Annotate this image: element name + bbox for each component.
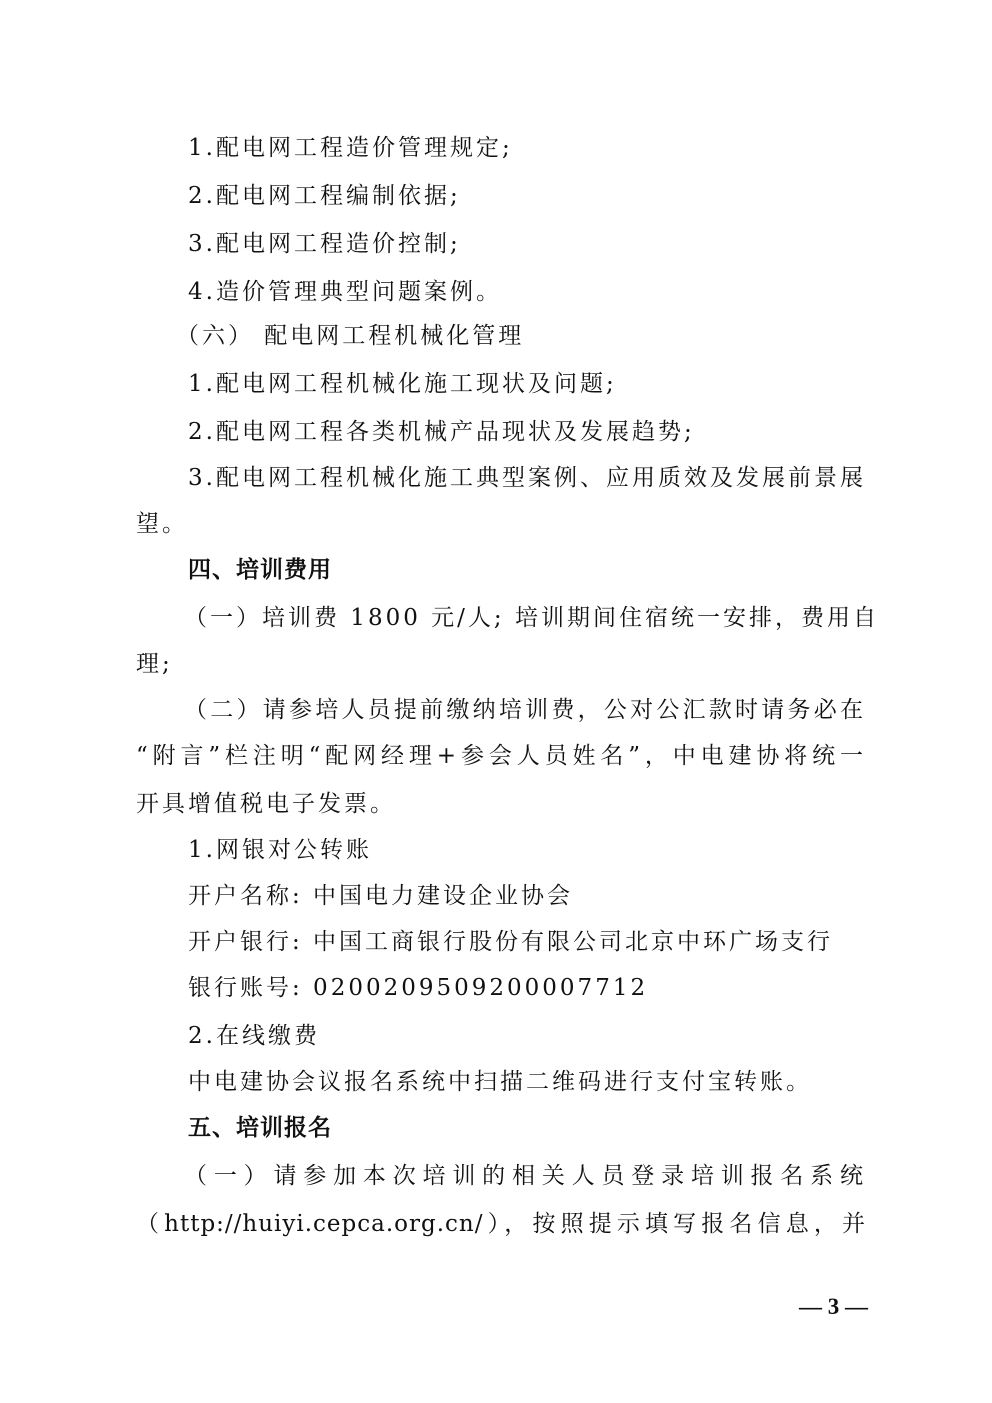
paragraph-line: 开具增值税电子发票。: [136, 791, 396, 817]
list-item: 1.网银对公转账: [188, 837, 372, 863]
page-number: — 3 —: [799, 1294, 868, 1319]
section-heading: 四、培训费用: [188, 557, 332, 583]
paragraph-line: （一）请参加本次培训的相关人员登录培训报名系统: [184, 1163, 866, 1189]
paragraph-line: （http://huiyi.cepca.org.cn/），按照提示填写报名信息，并: [136, 1211, 866, 1237]
list-item: 2.配电网工程编制依据;: [188, 183, 461, 209]
list-item: 4.造价管理典型问题案例。: [188, 279, 502, 305]
subsection-heading: （六） 配电网工程机械化管理: [176, 323, 525, 349]
paragraph-line: （一）培训费 1800 元/人; 培训期间住宿统一安排，费用自: [184, 605, 879, 631]
paragraph-line: 中电建协会议报名系统中扫描二维码进行支付宝转账。: [188, 1069, 812, 1095]
list-item: 3.配电网工程造价控制;: [188, 231, 461, 257]
list-item: 2.配电网工程各类机械产品现状及发展趋势;: [188, 419, 695, 445]
list-item: 2.在线缴费: [188, 1023, 320, 1049]
account-name: 开户名称: 中国电力建设企业协会: [188, 883, 574, 909]
list-item: 1.配电网工程机械化施工现状及问题;: [188, 371, 617, 397]
paragraph-line: （二）请参培人员提前缴纳培训费，公对公汇款时请务必在: [184, 697, 866, 723]
paragraph-line: “附言”栏注明“配网经理+参会人员姓名”，中电建协将统一: [136, 743, 866, 769]
paragraph-line: 理;: [136, 651, 173, 677]
bank-name: 开户银行: 中国工商银行股份有限公司北京中环广场支行: [188, 929, 834, 955]
paragraph-line: 望。: [136, 511, 188, 537]
list-item: 1.配电网工程造价管理规定;: [188, 135, 513, 161]
list-item: 3.配电网工程机械化施工典型案例、应用质效及发展前景展: [188, 465, 866, 491]
account-number: 银行账号: 0200209509200007712: [188, 975, 649, 1001]
section-heading: 五、培训报名: [188, 1115, 332, 1141]
